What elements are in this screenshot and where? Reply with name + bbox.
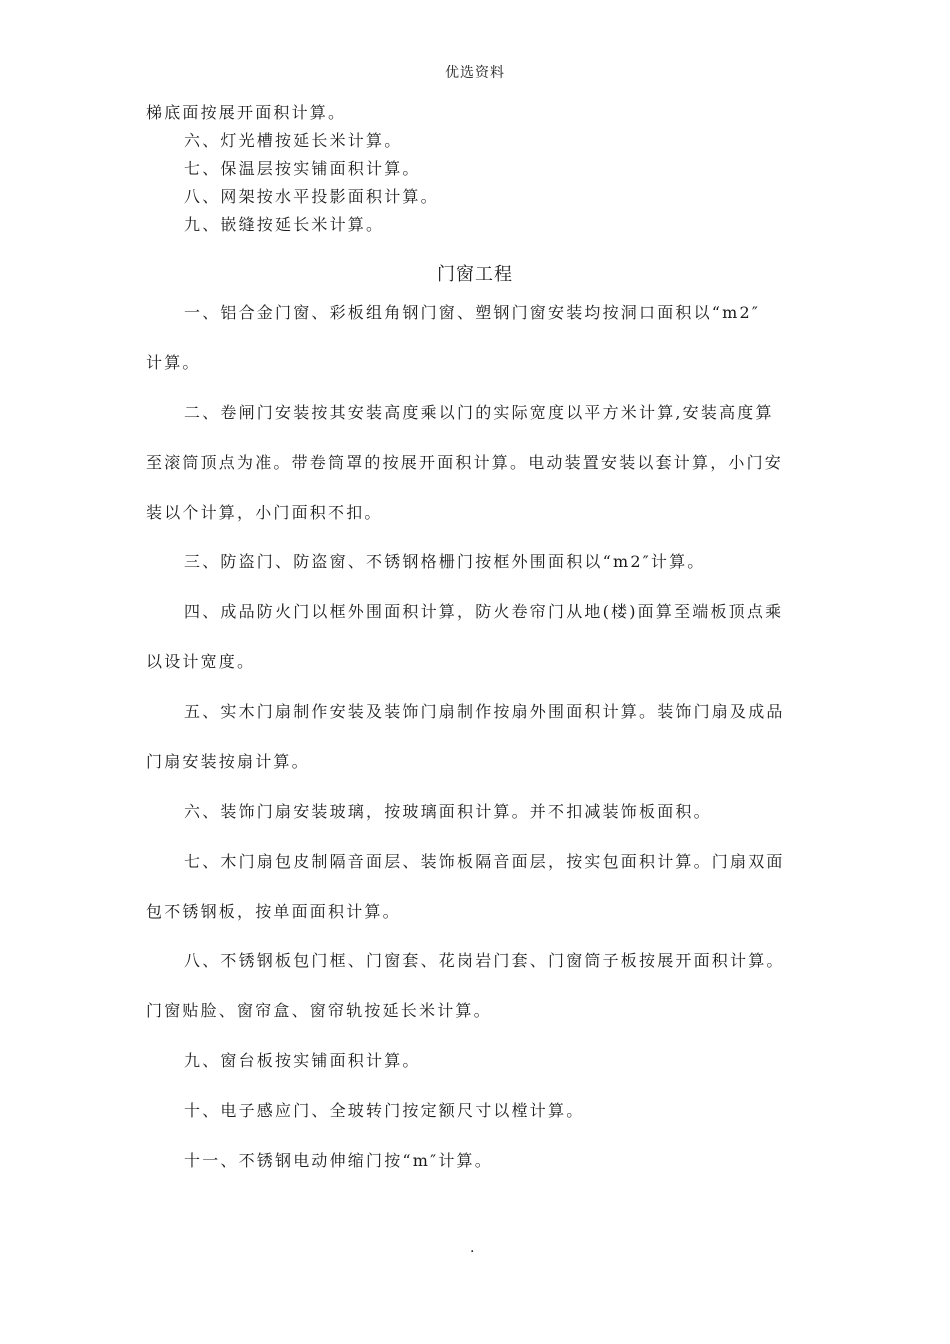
paragraph-line: 二、卷闸门安装按其安装高度乘以门的实际宽度以平方米计算,安装高度算	[184, 403, 774, 422]
intro-line-5: 九、嵌缝按延长米计算。	[184, 215, 385, 234]
section-title: 门窗工程	[437, 264, 513, 285]
paragraph-line: 至滚筒顶点为准。带卷筒罩的按展开面积计算。电动装置安装以套计算，小门安	[146, 453, 784, 472]
paragraph-line: 四、成品防火门以框外围面积计算，防火卷帘门从地(楼)面算至端板顶点乘	[184, 602, 784, 621]
paragraph-line: 八、不锈钢板包门框、门窗套、花岗岩门套、门窗筒子板按展开面积计算。	[184, 951, 785, 970]
paragraph-line: 三、防盗门、防盗窗、不锈钢格栅门按框外围面积以“m2″计算。	[184, 552, 706, 571]
paragraph-line: 九、窗台板按实铺面积计算。	[184, 1051, 421, 1070]
intro-line-2: 六、灯光槽按延长米计算。	[184, 131, 403, 150]
intro-line-4: 八、网架按水平投影面积计算。	[184, 187, 439, 206]
paragraph-line: 门扇安装按扇计算。	[146, 752, 310, 771]
intro-line-3: 七、保温层按实铺面积计算。	[184, 159, 421, 178]
page-header: 优选资料	[445, 65, 505, 81]
page-footer-mark: .	[470, 1240, 475, 1256]
paragraph-line: 五、实木门扇制作安装及装饰门扇制作按扇外围面积计算。装饰门扇及成品	[184, 702, 785, 721]
paragraph-line: 以设计宽度。	[146, 652, 256, 671]
paragraph-line: 一、铝合金门窗、彩板组角钢门窗、塑钢门窗安装均按洞口面积以“m2″	[184, 303, 761, 322]
intro-line-1: 梯底面按展开面积计算。	[146, 103, 347, 122]
paragraph-line: 十一、不锈钢电动伸缩门按“m″计算。	[184, 1151, 493, 1170]
paragraph-line: 六、装饰门扇安装玻璃，按玻璃面积计算。并不扣减装饰板面积。	[184, 802, 712, 821]
paragraph-line: 七、木门扇包皮制隔音面层、装饰板隔音面层，按实包面积计算。门扇双面	[184, 852, 785, 871]
paragraph-line: 包不锈钢板，按单面面积计算。	[146, 902, 401, 921]
paragraph-line: 十、电子感应门、全玻转门按定额尺寸以樘计算。	[184, 1101, 585, 1120]
paragraph-line: 装以个计算，小门面积不扣。	[146, 503, 383, 522]
paragraph-line: 门窗贴脸、窗帘盒、窗帘轨按延长米计算。	[146, 1001, 492, 1020]
paragraph-line: 计算。	[146, 353, 201, 372]
